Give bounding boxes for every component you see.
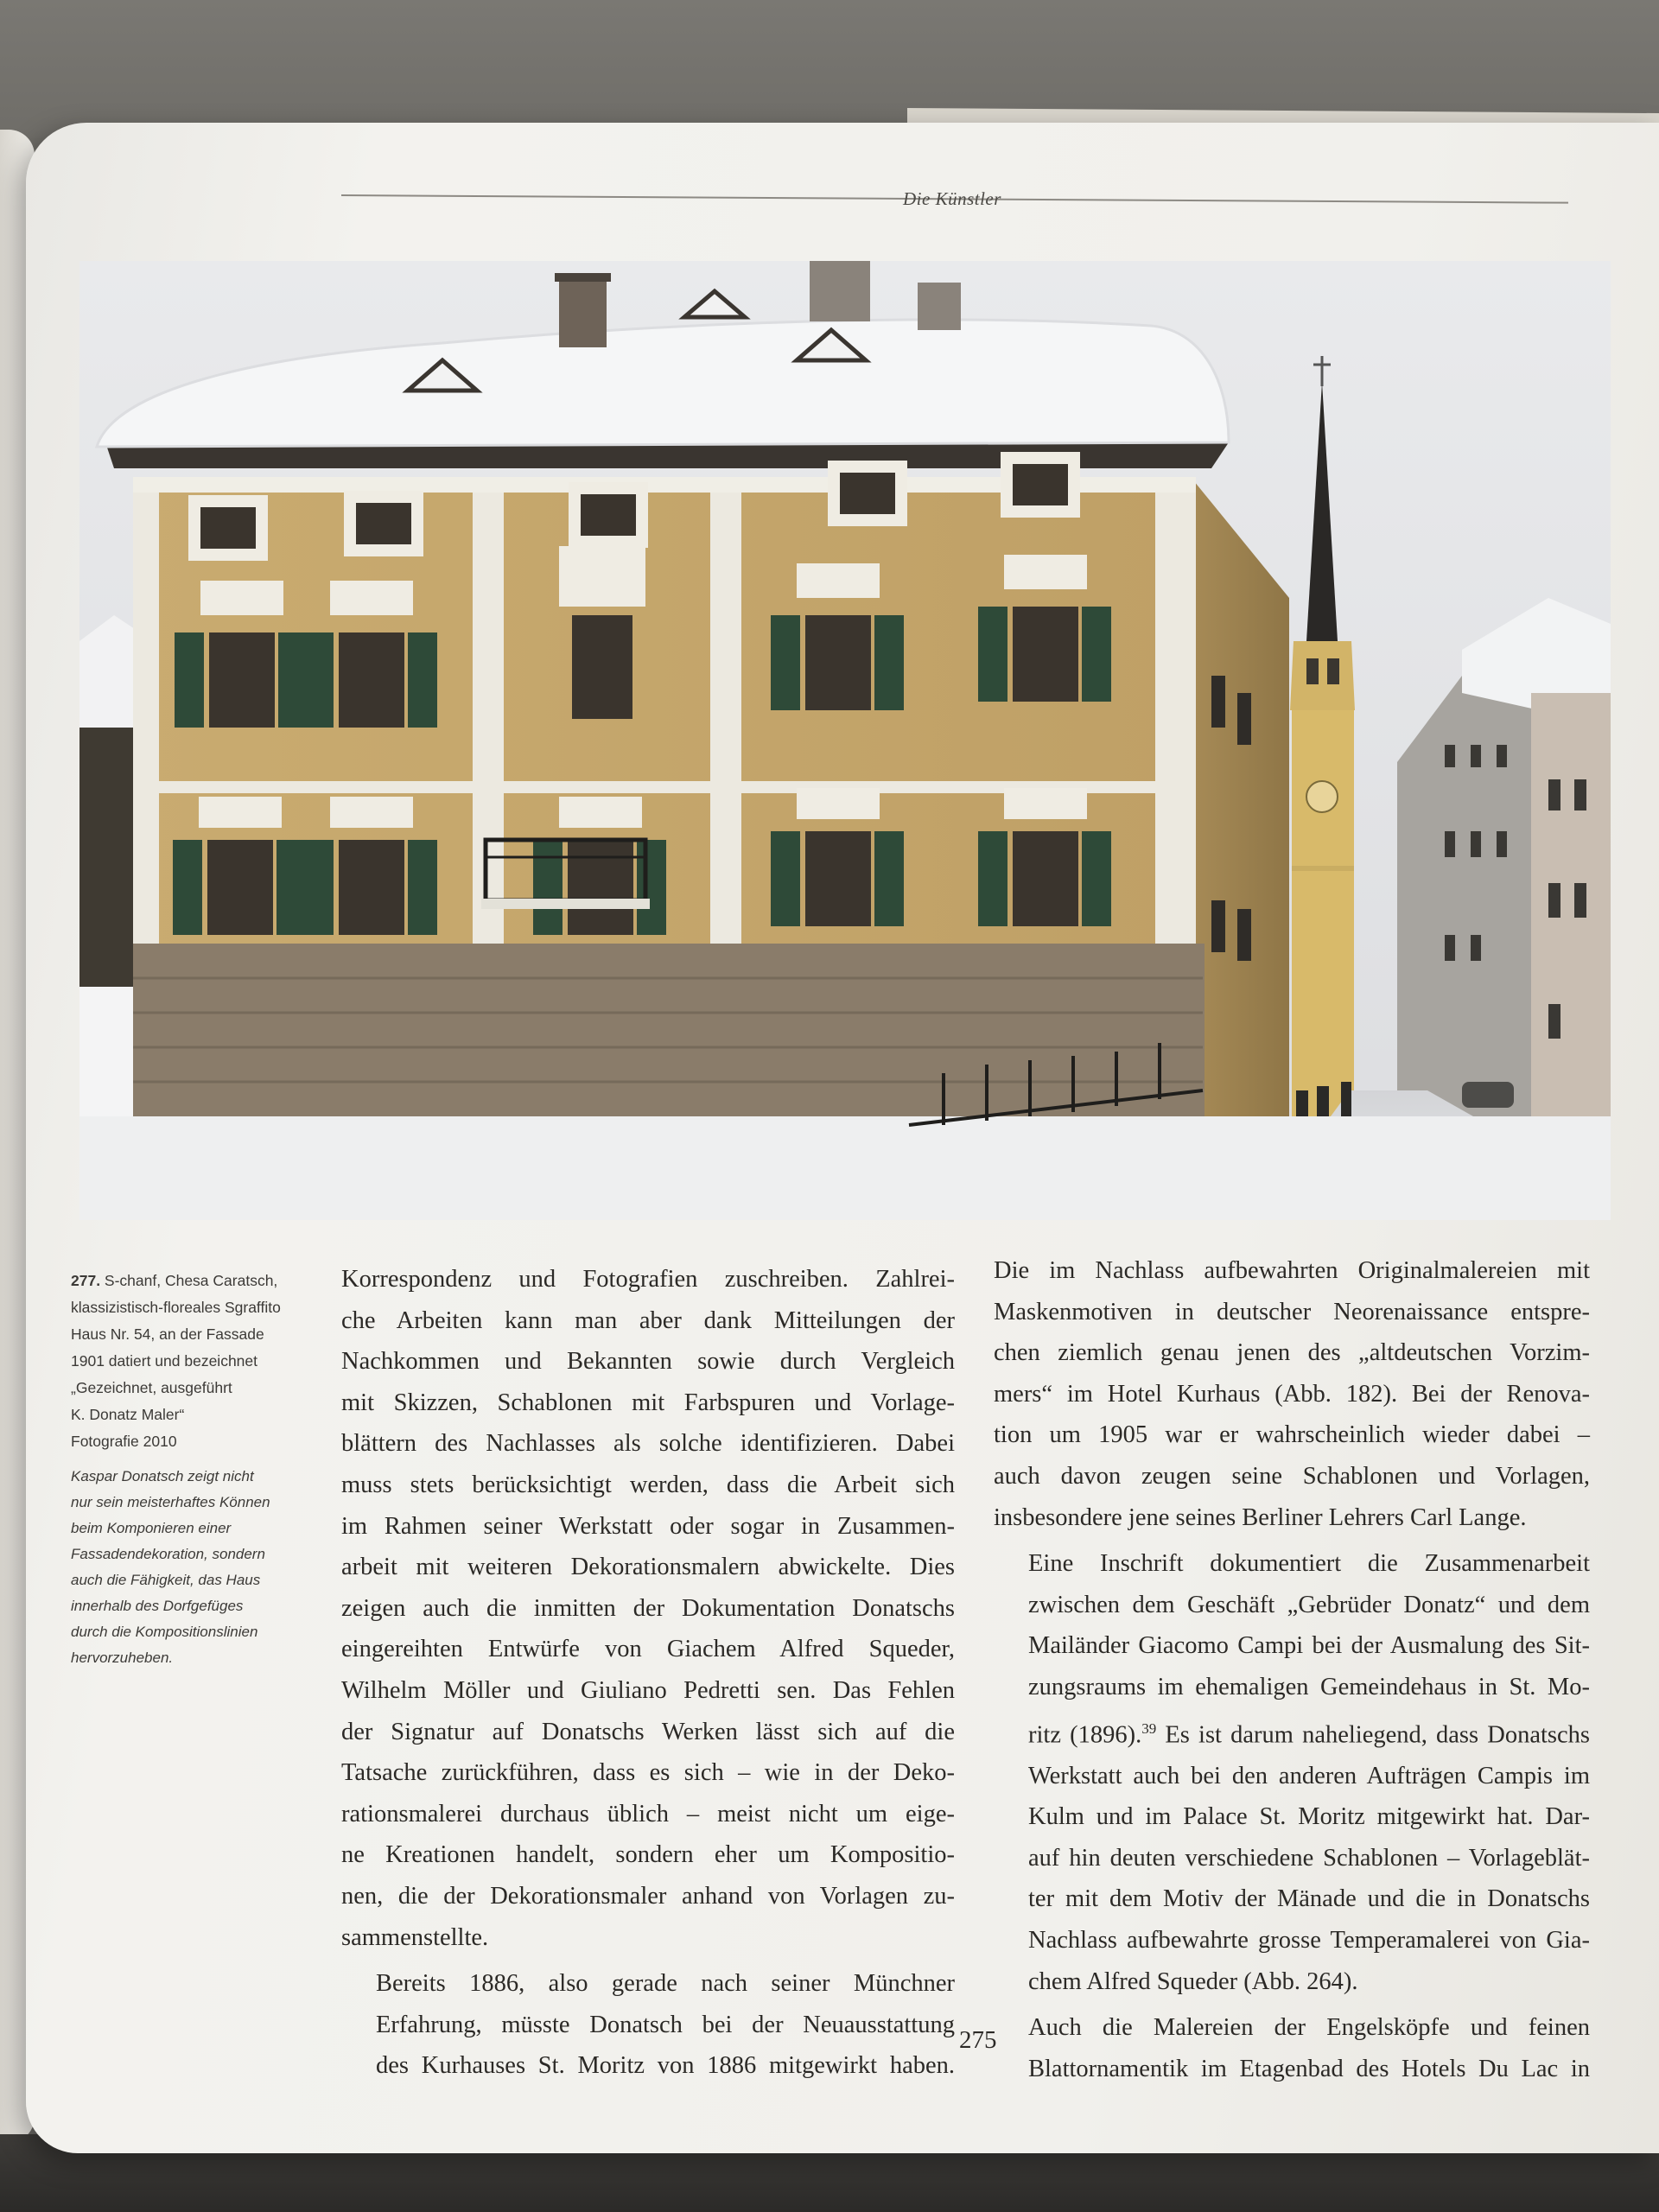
- paragraph: [341, 1259, 955, 1958]
- text-line: Blattornamentik im Etagenbad des Hotels Du Lac in: [1028, 2055, 1590, 2082]
- house-photograph: [79, 261, 1611, 1220]
- shutter: [1082, 607, 1111, 702]
- text-line: Maskenmotiven in deutscher Neorenaissance entspre-: [994, 1298, 1590, 1325]
- window-ornament: [330, 797, 413, 828]
- center-window: [572, 615, 632, 719]
- shutter: [304, 632, 334, 728]
- window-ornament: [199, 797, 282, 828]
- text-column-left: [341, 1259, 955, 2087]
- caption-line: Haus Nr. 54, an der Fassade: [71, 1325, 264, 1343]
- window: [1013, 464, 1068, 505]
- text-line: ter mit dem Motiv der Mänade und die in Donatschs: [1028, 1885, 1590, 1913]
- window: [1013, 607, 1078, 702]
- caption-note-line: durch die Kompositionslinien: [71, 1624, 258, 1640]
- house-base: [133, 944, 1205, 1116]
- shutter: [874, 615, 904, 710]
- text-line: Tatsache zurückführen, dass es sich – wie in der Deko-: [341, 1759, 955, 1787]
- foreground-snow: [79, 1116, 1611, 1220]
- caption-line: klassizistisch-floreales Sgraffito: [71, 1299, 281, 1316]
- window: [581, 494, 636, 536]
- text-line: zwischen dem Geschäft „Gebrüder Donatz“ und dem: [1028, 1591, 1590, 1618]
- caption-line-0: 277. S-chanf, Chesa Caratsch,: [71, 1272, 278, 1289]
- paragraph: [994, 1250, 1590, 1538]
- page-number: 275: [959, 2026, 997, 2054]
- shutter: [278, 632, 308, 728]
- text-line: Mailänder Giacomo Campi bei der Ausmalung des Sit-: [1028, 1632, 1590, 1660]
- window: [840, 473, 895, 514]
- text-line: auf hin deuten verschiedene Schablonen – Vorlageblät-: [1028, 1844, 1590, 1872]
- shutter: [978, 831, 1007, 926]
- caption-note-line: Fassadendekoration, sondern: [71, 1546, 265, 1562]
- text-line: ne Kreationen handelt, sondern eher um Kompositio-: [341, 1841, 955, 1869]
- window: [339, 840, 404, 935]
- window-ornament: [559, 797, 642, 828]
- text-line: Nachkommen und Bekannten sowie durch Vergleich: [341, 1348, 955, 1376]
- text-line: Nachlass aufbewahrte grosse Temperamalerei von Gia-: [1028, 1927, 1590, 1954]
- caption-note-line: nur sein meisterhaftes Können: [71, 1494, 270, 1510]
- caption-line: Fotografie 2010: [71, 1433, 177, 1450]
- window: [805, 831, 871, 926]
- shutter: [175, 632, 204, 728]
- window-ornament: [200, 581, 283, 615]
- text-line: mit Skizzen, Schablonen mit Farbspuren und Vorlage-: [341, 1389, 955, 1416]
- window: [1013, 831, 1078, 926]
- text-line: mers“ im Hotel Kurhaus (Abb. 182). Bei der Renova-: [994, 1380, 1590, 1408]
- text-line: blättern des Nachlasses als solche identifizieren. Dabei: [341, 1430, 955, 1458]
- window: [207, 840, 273, 935]
- paragraph: [994, 1543, 1590, 2002]
- shutter: [978, 607, 1007, 702]
- text-line: im Rahmen seiner Werkstatt oder sogar in Zusammen-: [341, 1512, 955, 1540]
- text-line: Kulm und im Palace St. Moritz mitgewirkt hat. Dar-: [1028, 1803, 1590, 1831]
- text-line: insbesondere jene seines Berliner Lehrers Carl Lange.: [994, 1503, 1527, 1531]
- text-line: zungsraums im ehemaligen Gemeindehaus in St. Mo-: [1028, 1673, 1590, 1700]
- text-line: che Arbeiten kann man aber dank Mitteilungen der: [341, 1306, 955, 1334]
- window: [805, 615, 871, 710]
- window-ornament: [1004, 555, 1087, 589]
- text-line: nen, die der Dekorationsmaler anhand von Vorlagen zu-: [341, 1882, 955, 1910]
- text-line: sammenstellte.: [341, 1923, 489, 1951]
- text-line: eingereihten Entwürfe von Giachem Alfred Squeder,: [341, 1636, 955, 1663]
- text-line: tion um 1905 war er wahrscheinlich wieder dabei –: [994, 1421, 1590, 1449]
- text-column-right: [994, 1250, 1590, 2089]
- caption-line: 1901 datiert und bezeichnet: [71, 1352, 257, 1370]
- text-line: Erfahrung, müsste Donatsch bei der Neuausstattung: [376, 2011, 955, 2038]
- window: [356, 503, 411, 544]
- book-page: [26, 123, 1659, 2153]
- shutter: [874, 831, 904, 926]
- shutter: [771, 831, 800, 926]
- caption-note-line: Kaspar Donatsch zeigt nicht: [71, 1468, 254, 1484]
- shutter: [304, 840, 334, 935]
- shutter: [408, 632, 437, 728]
- window-ornament: [797, 563, 880, 598]
- figure-number: 277.: [71, 1272, 101, 1289]
- shutter: [276, 840, 306, 935]
- text-line: auch davon zeugen seine Schablonen und Vorlagen,: [994, 1462, 1590, 1490]
- figure-caption: [71, 1268, 300, 1455]
- window-ornament: [797, 788, 880, 819]
- text-line: arbeit mit weiteren Dekorationsmalern abwickelte. Dies: [341, 1554, 955, 1581]
- text-line: Die im Nachlass aufbewahrten Originalmalereien mit: [994, 1257, 1590, 1284]
- text-line: des Kurhauses St. Moritz von 1886 mitgewirkt haben.: [376, 2052, 955, 2080]
- text-line: Bereits 1886, also gerade nach seiner Münchner: [376, 1970, 955, 1998]
- caption-note-line: beim Komponieren einer: [71, 1520, 232, 1536]
- running-head: Die Künstler: [903, 188, 1001, 209]
- shutter: [533, 840, 563, 935]
- shutter: [1082, 831, 1111, 926]
- text-line: Wilhelm Möller und Giuliano Pedretti sen. Das Fehlen: [341, 1676, 955, 1704]
- window: [209, 632, 275, 728]
- caption-line: „Gezeichnet, ausgeführt: [71, 1379, 232, 1396]
- caption-line: K. Donatz Maler“: [71, 1406, 185, 1423]
- shutter: [173, 840, 202, 935]
- text-line: chen ziemlich genau jenen des „altdeutschen Vorzim-: [994, 1339, 1590, 1367]
- text-line: ritz (1896).$^{39}$ Es ist darum naheliegend, dass Donatschs: [1028, 1719, 1590, 1749]
- text-line: der Signatur auf Donatschs Werken lässt sich auf die: [341, 1718, 955, 1745]
- text-line: chem Alfred Squeder (Abb. 264).: [1028, 1967, 1358, 1995]
- shutter: [637, 840, 666, 935]
- window: [339, 632, 404, 728]
- center-ornament: [559, 546, 645, 607]
- house-side-wall: [1194, 481, 1289, 1177]
- caption-note-line: hervorzuheben.: [71, 1649, 174, 1666]
- caption-note-line: innerhalb des Dorfgefüges: [71, 1598, 244, 1614]
- text-line: Korrespondenz und Fotografien zuschreiben. Zahlrei-: [341, 1266, 955, 1293]
- text-line: zeigen auch die inmitten der Dokumentation Donatschs: [341, 1594, 955, 1622]
- window-ornament: [330, 581, 413, 615]
- caption-note-line: auch die Fähigkeit, das Haus: [71, 1572, 261, 1588]
- forest: [79, 728, 140, 987]
- shutter: [408, 840, 437, 935]
- paragraph: [994, 2007, 1590, 2089]
- window: [200, 507, 256, 549]
- window-ornament: [1004, 788, 1087, 819]
- text-line: Eine Inschrift dokumentiert die Zusammenarbeit: [1028, 1550, 1590, 1578]
- window: [568, 840, 633, 935]
- paragraph: [341, 1963, 955, 2087]
- text-line: rationsmalerei durchaus üblich – meist nicht um eige-: [341, 1800, 955, 1827]
- text-line: Werkstatt auch bei den anderen Aufträgen Campis im: [1028, 1762, 1590, 1789]
- text-line: Auch die Malereien der Engelsköpfe und feinen: [1028, 2014, 1590, 2042]
- shutter: [771, 615, 800, 710]
- text-line: muss stets berücksichtigt werden, dass die Arbeit sich: [341, 1471, 955, 1498]
- caption-note: [71, 1464, 300, 1671]
